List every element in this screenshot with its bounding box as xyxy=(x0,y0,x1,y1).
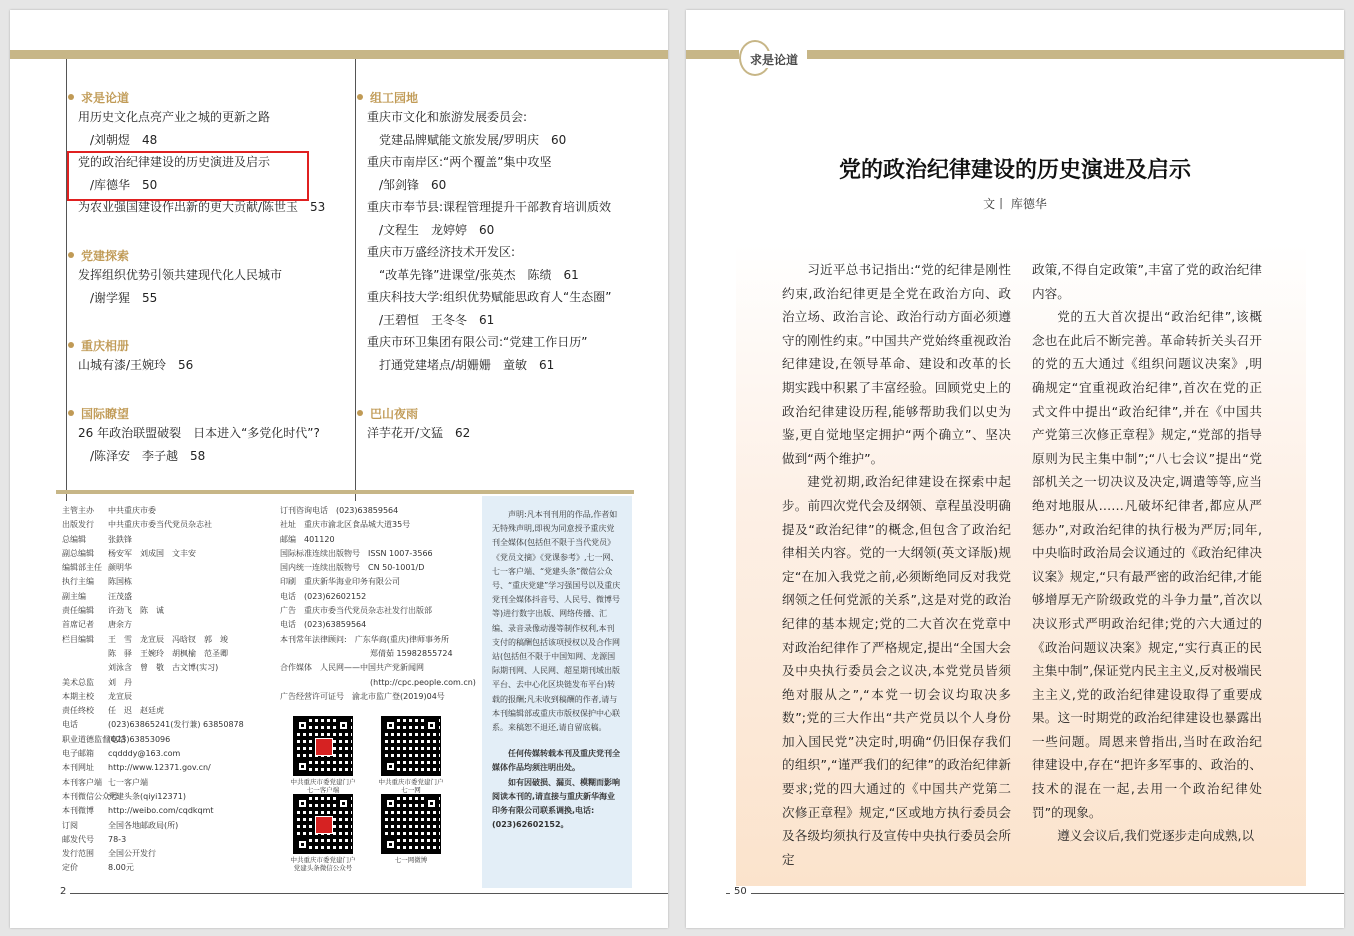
toc-page-number: 56 xyxy=(178,358,194,372)
section-label: 组工园地 xyxy=(370,90,419,105)
toc-entry[interactable] xyxy=(78,422,320,445)
toc-entry-text: 重庆市万盛经济技术开发区: xyxy=(367,245,516,259)
toc-entry-text: /邹剑锋 xyxy=(379,177,420,192)
info-key: 编辑部主任 xyxy=(62,563,102,573)
bullet-icon xyxy=(68,94,74,100)
info-key: 发行范围 xyxy=(62,849,94,859)
toc-entry-text: 洋芋花开/文猛 xyxy=(367,426,444,440)
info-row xyxy=(62,761,244,775)
info-value: 郑倩茹 15982855724 xyxy=(370,648,453,658)
qr-caption: 中共重庆市委党建门户 xyxy=(290,856,356,864)
toc-section xyxy=(78,246,282,309)
toc-entry[interactable] xyxy=(78,106,325,129)
qr-code-icon xyxy=(293,794,353,854)
qr-caption: 中共重庆市委党建门户 xyxy=(290,778,356,786)
info-key: 责任终校 xyxy=(62,706,94,716)
toc-entry-text: 用历史文化点亮产业之城的更新之路 xyxy=(78,110,271,124)
info-key: 邮发代号 xyxy=(62,834,94,844)
qr-caption: 七一客户端 xyxy=(306,786,340,794)
info-value: 78-3 xyxy=(108,834,127,844)
info-value: (023)63865241(发行兼) 63850878 xyxy=(108,720,244,730)
info-value: 陈 驿 王婉玲 胡枫榆 范圣卿 xyxy=(108,648,228,658)
toc-entry-text: 党建品牌赋能文旅发展/罗明庆 xyxy=(379,132,540,147)
info-key: 电话 xyxy=(62,720,78,730)
info-value: 中共重庆市委 xyxy=(108,506,156,515)
info-row xyxy=(280,504,476,518)
info-key: 定价 xyxy=(62,863,78,873)
info-row xyxy=(62,847,244,861)
bullet-icon xyxy=(68,342,74,348)
toc-entry-text: /刘朝煜 xyxy=(90,132,131,147)
info-value: (http://cpc.people.com.cn) xyxy=(370,677,476,687)
info-value: (023)63859564 xyxy=(336,506,399,515)
info-key: 本刊客户端 xyxy=(62,777,102,787)
toc-section-title xyxy=(78,404,320,422)
info-row xyxy=(62,618,244,632)
info-key: 订阅 xyxy=(62,820,78,830)
info-row xyxy=(280,561,476,575)
info-key: 执行主编 xyxy=(62,577,94,587)
toc-entry-text: 山城有漆/王婉玲 xyxy=(78,358,167,372)
info-row xyxy=(280,547,476,561)
info-value: 龙宣辰 xyxy=(108,691,132,701)
qr-code-wechat[interactable] xyxy=(282,794,364,872)
info-key: 广告 xyxy=(280,606,296,616)
section-label: 国际瞭望 xyxy=(81,406,130,421)
info-value: 重庆市委当代党员杂志社发行出版部 xyxy=(304,606,432,616)
bullet-icon xyxy=(68,410,74,416)
info-row xyxy=(62,690,244,704)
info-row xyxy=(62,518,244,532)
top-band xyxy=(10,50,668,59)
toc-entry[interactable] xyxy=(78,264,282,287)
info-value: 刘 丹 xyxy=(108,677,132,687)
toc-entry[interactable] xyxy=(367,196,611,219)
toc-page-number: 60 xyxy=(431,177,447,192)
toc-section xyxy=(78,336,193,377)
toc-entry-text: 重庆市文化和旅游发展委员会: xyxy=(367,110,528,124)
info-value: 中共重庆市委当代党员杂志社 xyxy=(108,520,212,530)
bullet-icon xyxy=(357,410,363,416)
toc-page-number: 62 xyxy=(455,426,471,440)
toc-entry[interactable] xyxy=(367,219,611,242)
info-value: 重庆市渝北区食品城大道35号 xyxy=(304,520,411,530)
toc-section-title xyxy=(78,246,282,264)
qr-caption: 七一网 xyxy=(401,786,421,794)
info-key: 社址 xyxy=(280,520,296,530)
toc-entry[interactable] xyxy=(367,286,611,309)
toc-entry[interactable] xyxy=(367,354,611,377)
section-label: 巴山夜雨 xyxy=(370,406,419,421)
article-column-1 xyxy=(782,258,1011,871)
info-row xyxy=(280,575,476,589)
bullet-icon xyxy=(68,252,74,258)
article-byline: 文丨 库德华 xyxy=(983,197,1047,211)
copyright-notice xyxy=(482,496,632,888)
info-key xyxy=(62,647,108,661)
toc-page-number: 61 xyxy=(539,357,555,372)
info-row xyxy=(280,690,476,704)
toc-entry[interactable] xyxy=(367,241,611,264)
info-value: 全国公开发行 xyxy=(108,849,156,859)
toc-entry-text: /陈泽安 李子越 xyxy=(90,448,179,463)
info-key: 副主编 xyxy=(62,591,86,601)
toc-entry-text: 重庆科技大学:组织优势赋能思政育人“生态圈” xyxy=(367,290,612,304)
info-row xyxy=(62,833,244,847)
info-key: 本期主校 xyxy=(62,691,94,701)
info-key: 首席记者 xyxy=(62,620,94,630)
info-row xyxy=(62,633,244,647)
info-row xyxy=(62,718,244,732)
toc-section xyxy=(78,404,320,467)
toc-section-title xyxy=(78,88,325,106)
info-value: 张鉄锋 xyxy=(108,534,132,544)
info-row xyxy=(280,518,476,532)
toc-section-title xyxy=(367,404,470,422)
masthead-info xyxy=(62,504,244,876)
info-key: 职业道德监督电话 xyxy=(62,734,126,744)
qr-code-web[interactable] xyxy=(370,716,452,794)
info-value: http://weibo.com/cqdkqmt xyxy=(108,806,214,816)
toc-entry[interactable] xyxy=(367,129,611,152)
toc-entry[interactable] xyxy=(78,287,282,310)
notice-paragraph: 声明:凡本刊刊用的作品,作者如无特殊声明,即视为同意授予重庆党刊全媒体(包括但不限于当代党员》《党员文摘》《党课参考》,七一网、七一客户端、“党建头条”微信公众号、“重庆党建”学习强国号以及重庆党刊全媒体抖音号、人民号、微博号等)进行数字出版、网络传播、汇编、录音录像动漫等制作权利,本刊支付的稿酬包括该项授权以及合作网站(包括但不限于中国知网、龙源国际期刊网、人民网、超星期刊域出版平台、去中心化区块链发布平台)转载的报酬;凡未收到稿酬的作者,请与本刊编辑部或重庆市版权保护中心联系。来稿恕不退还,请自留底稿。 xyxy=(492,510,621,733)
rubric-label: 求是论道 xyxy=(750,53,799,67)
bullet-icon xyxy=(357,94,363,100)
info-value: http://www.12371.gov.cn/ xyxy=(108,763,211,773)
info-value: 汪茂盛 xyxy=(108,591,132,601)
info-row xyxy=(62,776,244,790)
toc-entry-text: /王碧恒 王冬冬 xyxy=(379,312,468,327)
section-label: 求是论道 xyxy=(81,90,130,105)
info-row xyxy=(280,676,476,690)
divider-band xyxy=(56,490,634,494)
info-row xyxy=(280,647,476,661)
toc-entry-text: 重庆市南岸区:“两个覆盖”集中攻坚 xyxy=(367,155,552,169)
page-number: 50 xyxy=(730,886,751,897)
info-value: 渝北市监广登(2019)04号 xyxy=(352,691,445,701)
info-value: ISSN 1007-3566 xyxy=(368,548,433,558)
notice-paragraph: 任何传媒转载本刊及重庆党刊全媒体作品均须注明出处。 xyxy=(492,749,620,773)
toc-entry[interactable] xyxy=(367,309,611,332)
info-value: (023)63859564 xyxy=(304,620,367,630)
toc-entry-text: 打通党建堵点/胡姗姗 童敏 xyxy=(379,357,528,372)
toc-entry-text: 重庆市奉节县:课程管理提升干部教育培训质效 xyxy=(367,200,612,214)
toc-entry-text: 党的政治纪律建设的历史演进及启示 xyxy=(78,155,271,169)
info-row xyxy=(62,747,244,761)
toc-page-number: 61 xyxy=(563,267,579,282)
info-key: 国际标准连续出版物号 xyxy=(280,548,360,558)
section-label: 重庆相册 xyxy=(81,338,130,353)
info-value: 颜明华 xyxy=(108,563,132,573)
info-row xyxy=(62,861,244,875)
info-key: 出版发行 xyxy=(62,520,94,530)
info-row xyxy=(280,618,476,632)
info-key: 栏目编辑 xyxy=(62,634,94,644)
info-key: 订刊咨询电话 xyxy=(280,506,328,515)
toc-page-number: 60 xyxy=(551,132,567,147)
info-row xyxy=(62,661,244,675)
qr-code-weibo[interactable] xyxy=(370,794,452,864)
info-row xyxy=(62,575,244,589)
toc-entry-text: /库德华 xyxy=(90,177,131,192)
info-key: 本刊网址 xyxy=(62,763,94,773)
info-value: 重庆新华海业印务有限公司 xyxy=(304,577,400,587)
toc-entry[interactable] xyxy=(78,354,193,377)
article-paragraph: 党的五大首次提出“政治纪律”,该概念也在此后不断完善。革命转折关头召开的党的五大通过《组织问题议决案》,明确规定“宜重视政治纪律”,首次在党的正式文件中提出“政治纪律”,并在《中国共产党第三次修正章程》规定,“党部的指导原则为民主集中制”;“八七会议”提出“党部机关之一切决议及决定,调遣等等,应当绝对地服从……凡破坏纪律者,都应从严惩办”,对政治纪律的执行极为严厉;同年,中央临时政治局会议通过的《政治纪律决议案》规定,“只有最严密的政治纪律,才能够增厚无产阶级政党的斗争力量”,首次以决议形式严明政治纪律;党的六大通过的《政治问题议决案》规定,“实行真正的民主集中制”,保证党内民主主义,反对极端民主主义,党的政治纪律建设取得了重要成果。这一时期党的政治纪律建设也暴露出一些问题。周恩来曾指出,当时在政治纪律建设中,存在“把许多军事的、政治的、技术的混在一起,去用一个政治纪律处罚”的现象。 xyxy=(1032,309,1262,820)
info-key: 主管主办 xyxy=(62,506,94,515)
info-value: cqdddy@163.com xyxy=(108,749,181,759)
info-row xyxy=(62,804,244,818)
toc-page-number: 61 xyxy=(479,312,495,327)
toc-entry-text: /谢学猩 xyxy=(90,290,131,305)
info-value: 许劲飞 陈 诚 xyxy=(108,606,164,616)
info-row xyxy=(280,590,476,604)
toc-page-number: 50 xyxy=(142,177,158,192)
qr-caption: 中共重庆市委党建门户 xyxy=(378,778,444,786)
article-paragraph: 遵义会议后,我们党逐步走向成熟,以 xyxy=(1057,828,1255,844)
info-key xyxy=(280,676,362,690)
right-page xyxy=(686,10,1344,928)
toc-entry[interactable] xyxy=(367,151,611,174)
info-key: 电子邮箱 xyxy=(62,749,94,759)
info-row xyxy=(62,647,244,661)
info-key: 合作媒体 xyxy=(280,663,312,673)
info-row xyxy=(280,633,476,647)
qr-caption: 七一网微博 xyxy=(394,856,428,864)
toc-page-number: 48 xyxy=(142,132,158,147)
toc-page-number: 60 xyxy=(479,222,495,237)
toc-section-title xyxy=(78,336,193,354)
toc-entry-text: “改革先锋”进课堂/张英杰 陈绩 xyxy=(379,267,552,282)
toc-page-number: 58 xyxy=(190,448,206,463)
info-key: 本刊微信公众号 xyxy=(62,791,118,801)
qr-code-client[interactable] xyxy=(282,716,364,794)
toc-rule-left xyxy=(66,59,67,501)
footer-rule xyxy=(60,893,668,894)
info-key: 国内统一连续出版物号 xyxy=(280,563,360,573)
toc-section-title xyxy=(367,88,611,106)
toc-entry-text: 为农业强国建设作出新的更大贡献/陈世玉 xyxy=(78,200,299,214)
article-paragraph: 政策,不得自定政策”,丰富了党的政治纪律内容。 xyxy=(1032,262,1262,301)
toc-entry-text: 重庆市环卫集团有限公司:“党建工作日历” xyxy=(367,335,588,349)
toc-entry[interactable] xyxy=(367,106,611,129)
info-key xyxy=(62,661,108,675)
toc-page-number: 53 xyxy=(310,200,326,214)
info-value: CN 50-1001/D xyxy=(368,563,425,573)
info-row xyxy=(62,790,244,804)
info-row xyxy=(62,547,244,561)
qr-code-icon xyxy=(381,794,441,854)
notice-paragraph: 如有因破损、漏页、模糊而影响阅读本刊的,请直接与重庆新华海业印务有限公司联系调换,电话:(023)62602152。 xyxy=(492,777,620,830)
toc-page-number: 55 xyxy=(142,290,158,305)
info-value: 全国各地邮政局(所) xyxy=(108,820,179,830)
info-row xyxy=(62,704,244,718)
info-row xyxy=(62,533,244,547)
info-value: 陈国栋 xyxy=(108,577,132,587)
info-value: 广东华商(重庆)律师事务所 xyxy=(354,634,449,644)
info-row xyxy=(280,533,476,547)
info-value: 401120 xyxy=(304,534,335,544)
info-value: 杨安军 刘成国 文丰安 xyxy=(108,548,196,558)
toc-entry[interactable] xyxy=(367,422,470,445)
toc-rule-right xyxy=(355,59,356,501)
info-key: 本刊微博 xyxy=(62,806,94,816)
toc-section xyxy=(367,404,470,445)
info-row xyxy=(62,676,244,690)
info-key: 本刊常年法律顾问: xyxy=(280,634,347,644)
section-label: 党建探索 xyxy=(81,248,130,263)
info-value: 七一客户端 xyxy=(108,777,148,787)
info-row xyxy=(280,604,476,618)
info-value: 任 迟 赵廷虎 xyxy=(108,706,164,716)
info-value: 唐余方 xyxy=(108,620,132,630)
info-value: 8.00元 xyxy=(108,863,134,873)
info-value: 人民网——中国共产党新闻网 xyxy=(320,663,424,673)
footer-rule xyxy=(726,893,1344,894)
info-row xyxy=(62,604,244,618)
left-page xyxy=(10,10,668,928)
info-key: 副总编辑 xyxy=(62,548,94,558)
qr-code-icon xyxy=(381,716,441,776)
info-row xyxy=(62,504,244,518)
info-key: 责任编辑 xyxy=(62,606,94,616)
info-key: 总编辑 xyxy=(62,534,86,544)
info-key xyxy=(280,647,362,661)
toc-entry[interactable] xyxy=(367,264,611,287)
info-key: 电话 xyxy=(280,591,296,601)
info-value: 党建头条(qiyi12371) xyxy=(108,791,186,801)
info-key: 印刷 xyxy=(280,577,296,587)
article-paragraph: 习近平总书记指出:“党的纪律是刚性约束,政治纪律更是全党在政治方向、政治立场、政治言论、政治行动方面必须遵守的刚性约束。”中国共产党始终重视政治纪律建设,在领导革命、建设和改革的长期实践中积累了丰富经验。回顾党史上的政治纪律建设历程,能够帮助我们以史为鉴,更自觉地坚定拥护“两个确立”、坚决做到“两个维护”。 xyxy=(782,262,1011,466)
info-row xyxy=(62,590,244,604)
qr-code-icon xyxy=(293,716,353,776)
info-key: 美术总监 xyxy=(62,677,94,687)
toc-entry[interactable] xyxy=(78,129,325,152)
article-column-2 xyxy=(1032,258,1262,848)
article-title: 党的政治纪律建设的历史演进及启示 xyxy=(838,158,1191,183)
page-number: 2 xyxy=(56,886,70,897)
toc-section xyxy=(367,88,611,376)
info-row xyxy=(280,661,476,675)
info-value: (023)63853096 xyxy=(108,734,171,744)
toc-entry[interactable] xyxy=(78,445,320,468)
qr-caption: 党建头条微信公众号 xyxy=(293,864,353,872)
info-row xyxy=(62,819,244,833)
toc-entry-text: 发挥组织优势引领共建现代化人民城市 xyxy=(78,268,283,282)
info-value: (023)62602152 xyxy=(304,591,367,601)
publication-info xyxy=(280,504,476,704)
highlight-box xyxy=(67,151,309,201)
info-value: 刘泳含 曾 敬 古文博(实习) xyxy=(108,663,219,673)
info-key: 电话 xyxy=(280,620,296,630)
info-key: 邮编 xyxy=(280,534,296,544)
section-rubric xyxy=(739,40,807,76)
toc-entry[interactable] xyxy=(367,174,611,197)
toc-entry[interactable] xyxy=(367,331,611,354)
info-key: 广告经营许可证号 xyxy=(280,691,344,701)
info-value: 王 雪 龙宣辰 冯晗钗 郭 竣 xyxy=(108,634,228,644)
toc-entry-text: /文程生 龙婷婷 xyxy=(379,222,468,237)
info-row xyxy=(62,733,244,747)
toc-entry-text: 26 年政治联盟破裂 日本进入“多党化时代”? xyxy=(78,426,320,440)
info-row xyxy=(62,561,244,575)
article-paragraph: 建党初期,政治纪律建设在探索中起步。前四次党代会及纲领、章程虽没明确提及“政治纪律”的概念,但包含了政治纪律相关内容。党的一大纲领(英文译版)规定“在加入我党之前,必须断绝同反对我党纲领之任何党派的关系”,这是对党的政治纪律的基本规定;党的二大首次在党章中对政治纪律作了严格规定,提出“全国大会及中央执行委员会之议决,本党党员皆须绝对服从之”,“本党一切会议均取决多数”;党的三大作出“共产党员以个人身份加入国民党”决定时,明确“仍旧保存我们的组织”,“谨严我们的纪律”的政治纪律新要求;党的四大通过的《中国共产党第二次修正章程》规定,“区或地方执行委员会及各级均须执行及宣传中央执行委员会所定 xyxy=(782,474,1011,867)
